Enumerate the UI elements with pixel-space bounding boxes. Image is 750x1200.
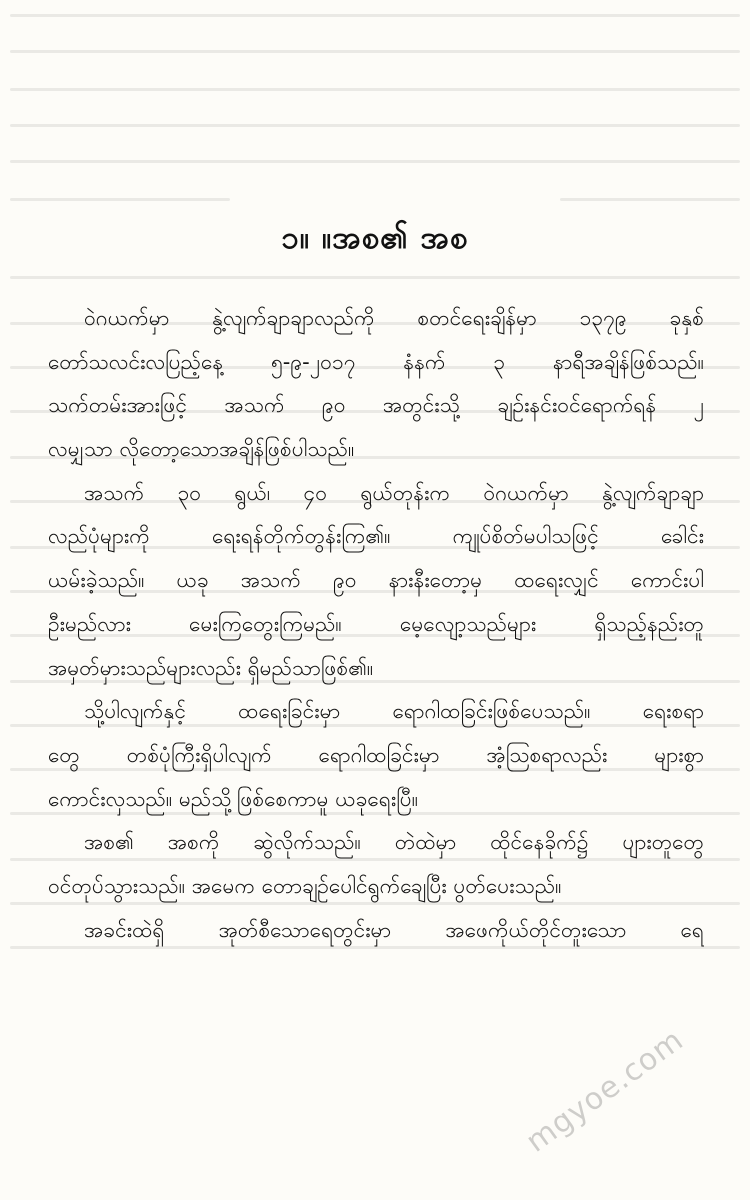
text-line: သက်တမ်းအားဖြင့် အသက် ၉၀ အတွင်းသို့ ချဉ်းနင်းဝင်ရောက်ရန် ၂ [48,393,704,418]
text-line: ယမ်းခဲ့သည်။ ယခု အသက် ၉၀ နားနီးတော့မှ ထရေးလျှင် ကောင်းပါ [48,568,704,593]
chapter-heading: ၁။ ။အစ၏ အစ [281,220,469,256]
text-line: တော်သလင်းလပြည့်နေ့ ၅-၉-၂၀၁၇ နံနက် ၃ နာရီအချိန်ဖြစ်သည်။ [48,349,704,374]
text-line: လည်ပုံများကို ရေးရန်တိုက်တွန်းကြ၏။ ကျုပ်စိတ်မပါသဖြင့် ခေါင်း [48,524,704,549]
text-line: အသက် ၃၀ ရွယ်၊ ၄၀ ရွယ်တုန်းက ဝဲဂယက်မှာ နွဲ့လျက်ချာချာ [84,480,704,505]
paragraph [48,472,704,690]
text-line: တွေ တစ်ပုံကြီးရှိပါလျက် ရောဂါထခြင်းမှာ အံ့သြစရာလည်း များစွာ [48,742,704,767]
text-line: ဝဲဂယက်မှာ နွဲ့လျက်ချာချာလည်ကို စတင်ရေးချိန်မှာ ၁၃၇၉ ခုနှစ် [84,306,704,330]
watermark: mgyoe.com [519,1022,691,1160]
paragraph [48,909,704,953]
text-line: အစ၏ အစကို ဆွဲလိုက်သည်။ တဲထဲမှာ ထိုင်နေခိုက်၌ ပျားတူတွေ [84,830,704,855]
body-text [48,297,704,952]
text-line: အမှတ်မှားသည်များလည်း ရှိမည်သာဖြစ်၏။ [48,655,374,680]
text-line: လမျှသာ လိုတော့သောအချိန်ဖြစ်ပါသည်။ [48,437,355,462]
text-line: ဦးမည်လား မေးကြတွေးကြမည်။ မေ့လျော့သည်များ ရှိသည့်နည်းတူ [48,611,704,636]
text-line: သို့ပါလျက်နှင့် ထရေးခြင်းမှာ ရောဂါထခြင်းဖြစ်ပေသည်။ ရေးစရာ [84,699,704,724]
text-line: ကောင်းလှသည်။ မည်သို့ဖြစ်စေကာမူ ယခုရေးပြီ။ [48,786,419,811]
paragraph [48,297,704,472]
text-line: ဝင်တုပ်သွားသည်။ အမေက တောချဉ်ပေါင်ရွက်ချေပြီး ပွတ်ပေးသည်။ [48,873,562,898]
paragraph [48,690,704,821]
text-line: အခင်းထဲရှိ အုတ်စီသောရေတွင်းမှာ အဖေကိုယ်တိုင်တူးသော ရေ [84,917,704,942]
paragraph [48,821,704,908]
